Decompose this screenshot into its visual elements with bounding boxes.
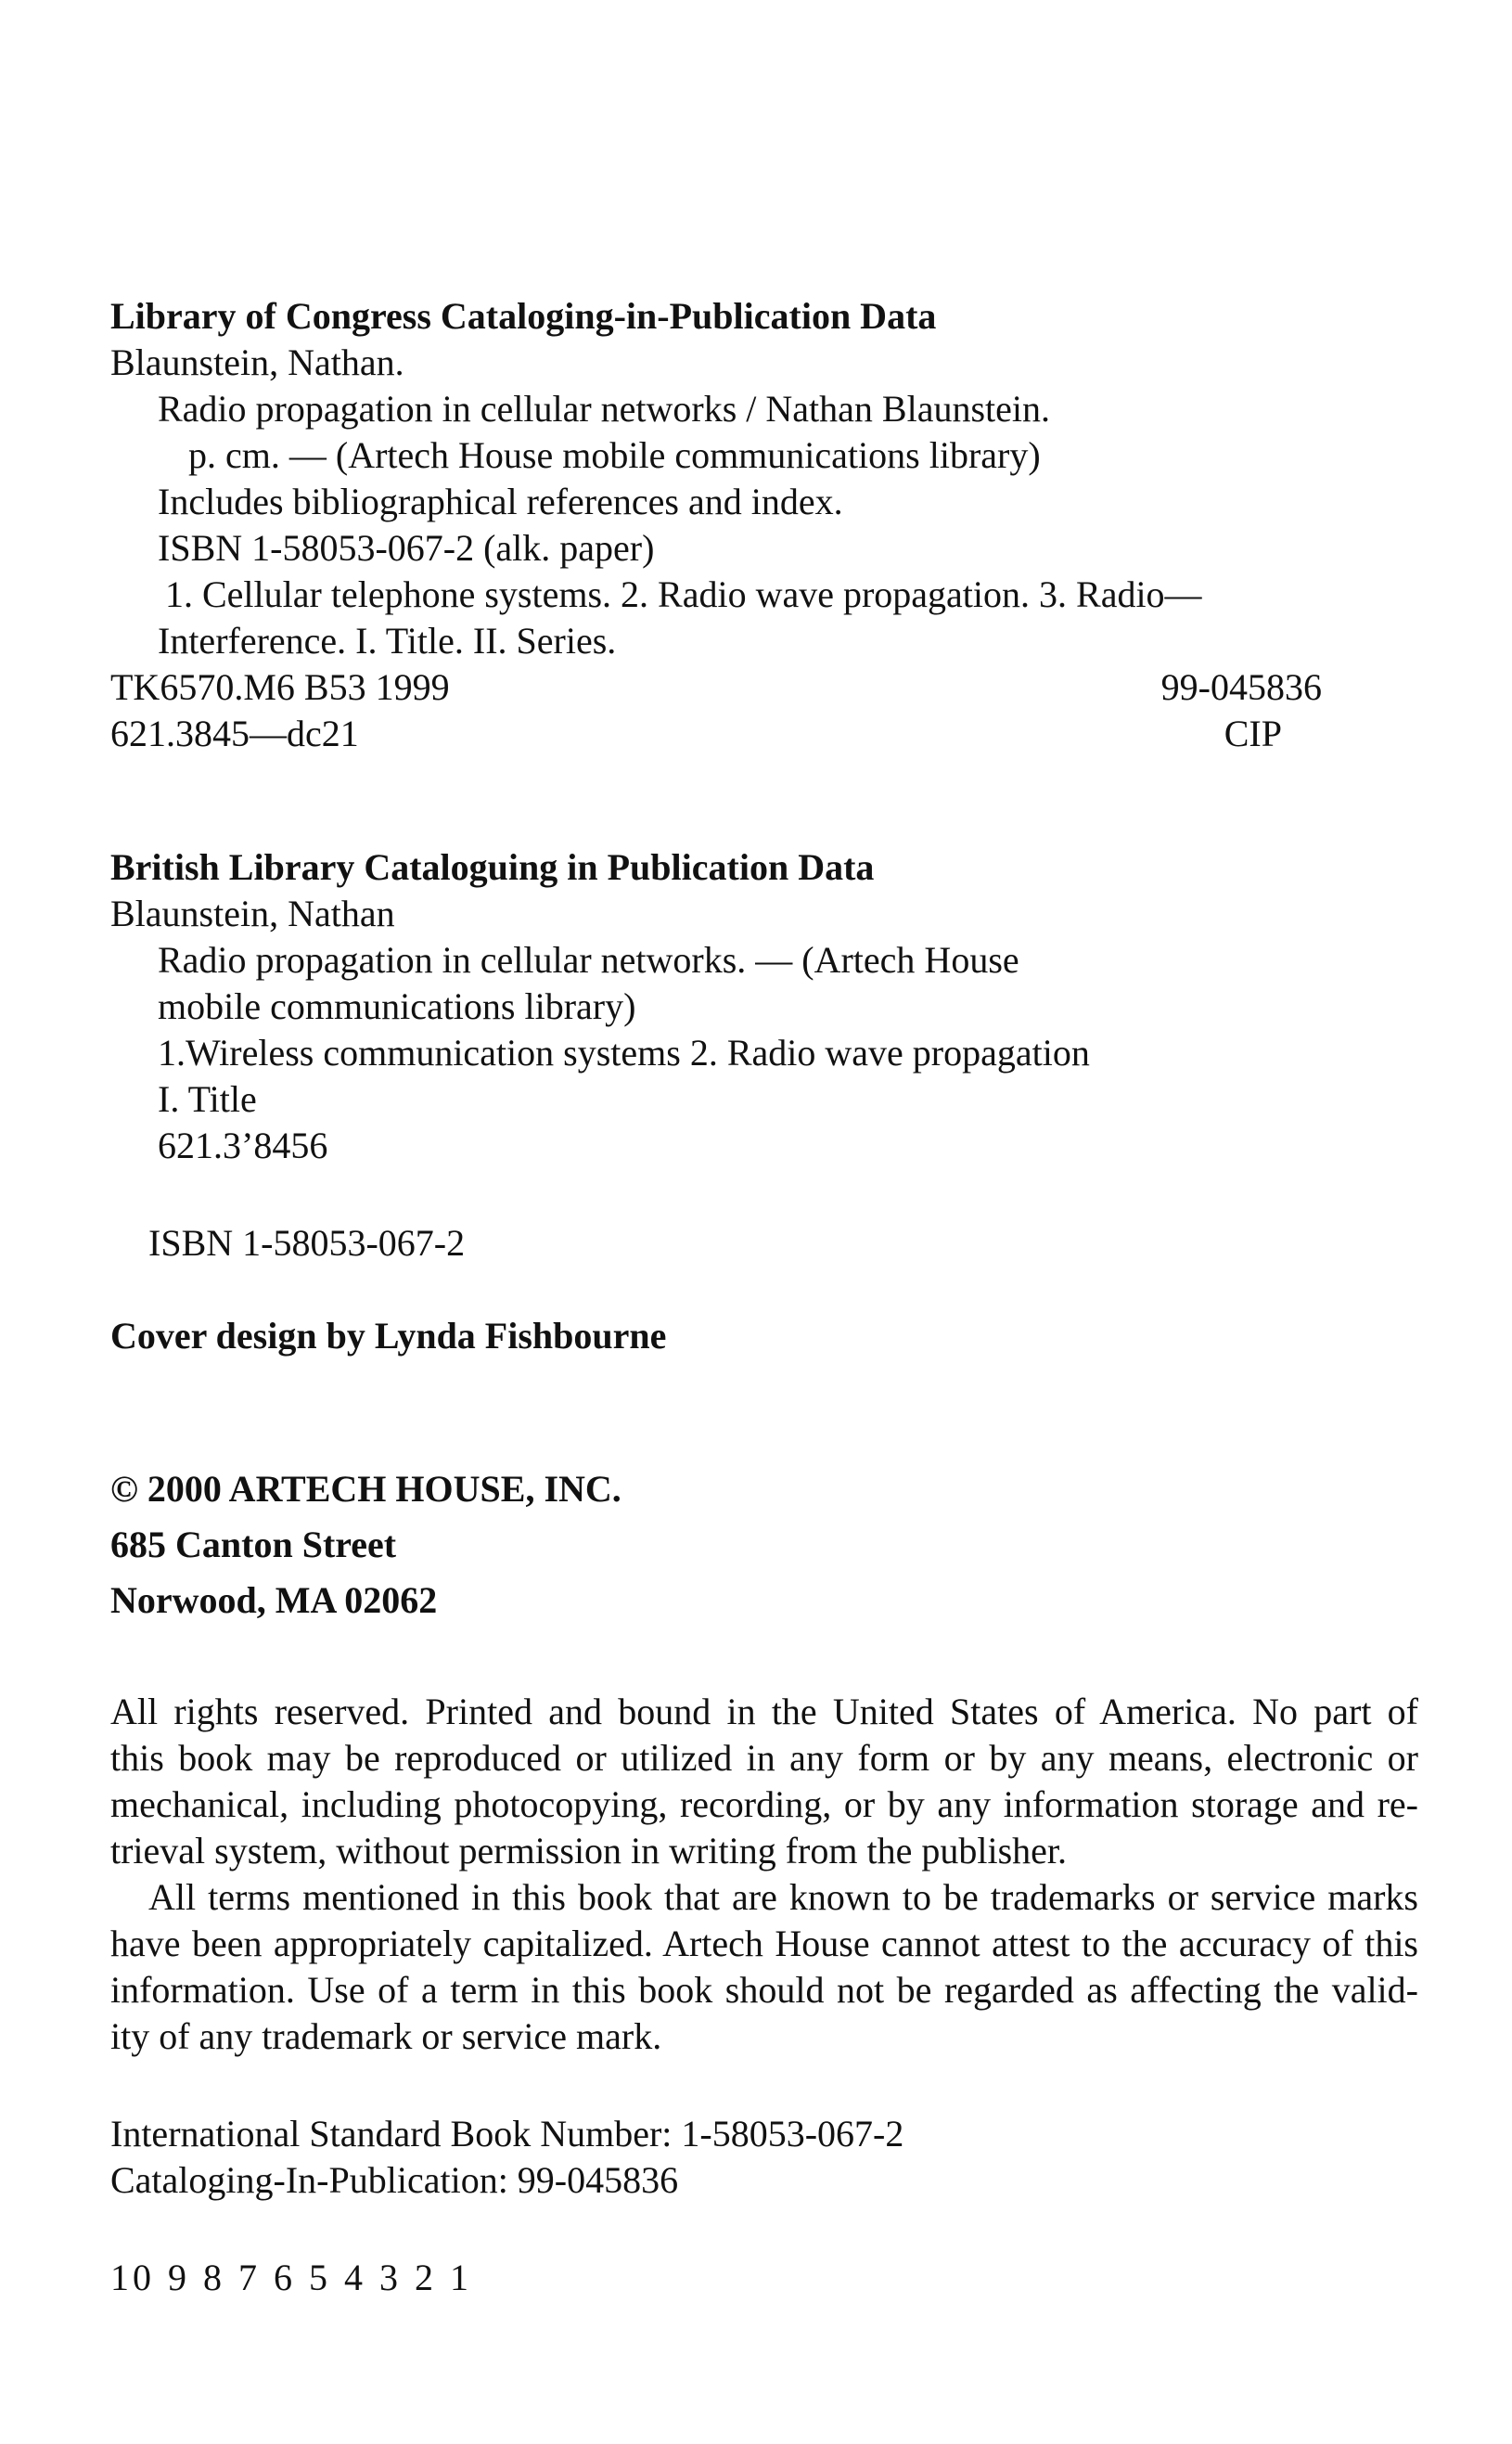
loc-call-number: TK6570.M6 B53 1999 <box>110 666 450 708</box>
loc-subjects-line-2: Interference. I. Title. II. Series. <box>158 620 617 662</box>
isbn-statement: International Standard Book Number: 1-58053-067-2 <box>110 2113 904 2155</box>
loc-cip: CIP <box>1224 713 1282 754</box>
bl-heading: British Library Cataloguing in Publication Data <box>110 846 875 888</box>
publisher-city: Norwood, MA 02062 <box>110 1579 438 1621</box>
cip-statement: Cataloging-In-Publication: 99-045836 <box>110 2159 679 2201</box>
bl-title-entry: I. Title <box>158 1078 257 1120</box>
bl-author: Blaunstein, Nathan <box>110 893 395 934</box>
rights-p1-line-3: mechanical, including photocopying, recording, or by any information storage and re- <box>110 1783 1418 1825</box>
printing-line: 10 9 8 7 6 5 4 3 2 1 <box>110 2257 472 2298</box>
rights-p1-line-2: this book may be reproduced or utilized in any form or by any means, electronic or <box>110 1737 1418 1779</box>
loc-subjects-line-1: 1. Cellular telephone systems. 2. Radio wave propagation. 3. Radio— <box>165 573 1202 615</box>
cover-credit: Cover design by Lynda Fishbourne <box>110 1315 667 1357</box>
loc-lccn: 99-045836 <box>1160 666 1322 708</box>
rights-p1-line-4: trieval system, without permission in writing from the publisher. <box>110 1830 1067 1872</box>
rights-p2-line-2: have been appropriately capitalized. Artech House cannot attest to the accuracy of this <box>110 1923 1418 1964</box>
copyright-line: © 2000 ARTECH HOUSE, INC. <box>110 1468 621 1510</box>
publisher-street: 685 Canton Street <box>110 1524 397 1565</box>
loc-biblio-line: Includes bibliographical references and index. <box>158 481 843 522</box>
loc-title-line: Radio propagation in cellular networks / Nathan Blaunstein. <box>158 388 1050 430</box>
rights-p2-line-3: information. Use of a term in this book should not be regarded as affecting the valid- <box>110 1969 1418 2011</box>
loc-isbn-line: ISBN 1-58053-067-2 (alk. paper) <box>158 527 655 569</box>
loc-series-line: p. cm. — (Artech House mobile communications library) <box>188 434 1041 476</box>
bl-title-line-1: Radio propagation in cellular networks. — (Artech House <box>158 939 1019 981</box>
bl-dewey: 621.3’8456 <box>158 1125 328 1166</box>
loc-author: Blaunstein, Nathan. <box>110 341 404 383</box>
loc-dewey: 621.3845—dc21 <box>110 713 359 754</box>
loc-heading: Library of Congress Cataloging-in-Publication Data <box>110 295 937 337</box>
bl-subjects-line: 1.Wireless communication systems 2. Radio wave propagation <box>158 1032 1090 1074</box>
rights-p2-line-4: ity of any trademark or service mark. <box>110 2015 662 2057</box>
bl-title-line-2: mobile communications library) <box>158 985 636 1027</box>
rights-p2-line-1: All terms mentioned in this book that are known to be trademarks or service marks <box>148 1876 1418 1918</box>
rights-p1-line-1: All rights reserved. Printed and bound in the United States of America. No part of <box>110 1691 1418 1732</box>
bl-isbn: ISBN 1-58053-067-2 <box>148 1222 466 1264</box>
